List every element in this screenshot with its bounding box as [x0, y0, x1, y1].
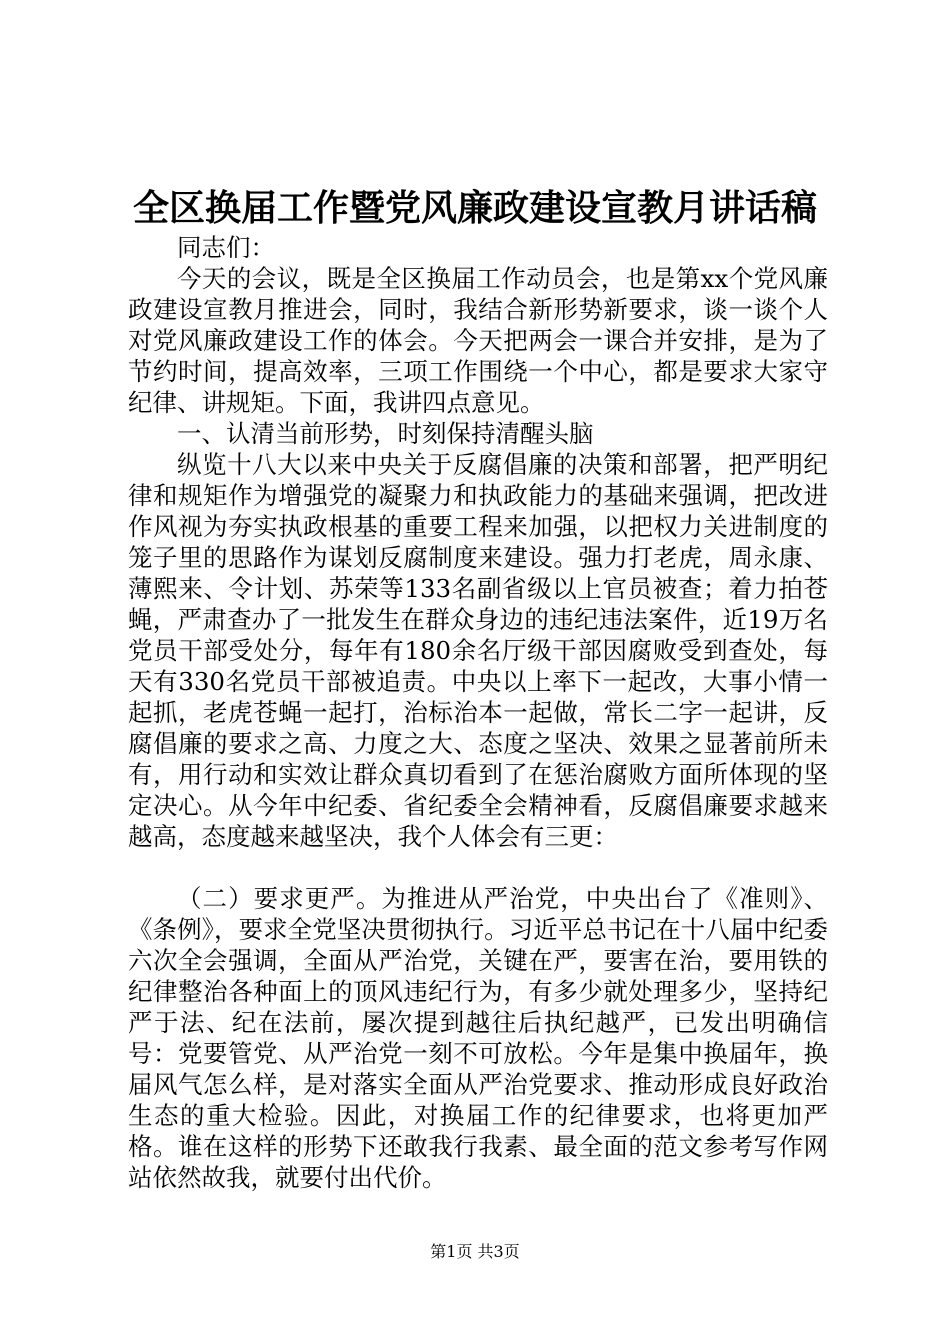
document-body [128, 232, 828, 1193]
greeting: 同志们： [177, 233, 275, 262]
paragraph-stricter: （二）要求更严。为推进从严治党，中央出台了《准则》、《条例》，要求全党坚决贯彻执行。习近平总书记在十八届中纪委六次全会强调，全面从严治党，关键在严，要害在治，要用铁的纪律整治各种面上的顶风违纪行为，有多少就处理多少，坚持纪严于法、纪在法前，屡次提到越往后执纪越严，已发出明确信号：党要管党、从严治党一刻不可放松。今年是集中换届年，换届风气怎么样，是对落实全面从严治党要求、推动形成良好政治生态的重大检验。因此，对换届工作的纪律要求，也将更加严格。谁在这样的形势下还敢我行我素、最全面的范文参考写作网站依然故我，就要付出代价。 [128, 884, 828, 1192]
section-heading-1: 一、认清当前形势，时刻保持清醒头脑 [177, 419, 594, 448]
page-number: 第1页 共3页 [430, 1242, 520, 1261]
paragraph-gap [128, 852, 828, 883]
document-title: 全区换届工作暨党风廉政建设宣教月讲话稿 [132, 187, 817, 229]
paragraph-situation: 纵览十八大以来中央关于反腐倡廉的决策和部署，把严明纪律和规矩作为增强党的凝聚力和执政能力的基础来强调，把改进作风视为夯实执政根基的重要工程来加强，以把权力关进制度的笼子里的思路作为谋划反腐制度来建设。强力打老虎，周永康、薄熙来、令计划、苏荣等133名副省级以上官员被查；着力拍苍蝇，严肃查办了一批发生在群众身边的违纪违法案件，近19万名党员干部受处分，每年有180余名厅级干部因腐败受到查处，每天有330名党员干部被追责。中央以上率下一起改，大事小情一起抓，老虎苍蝇一起打，治标治本一起做，常长二字一起讲，反腐倡廉的要求之高、力度之大、态度之坚决、效果之显著前所未有，用行动和实效让群众真切看到了在惩治腐败方面所体现的坚定决心。从今年中纪委、省纪委全会精神看，反腐倡廉要求越来越高，态度越来越坚决，我个人体会有三更： [128, 450, 828, 851]
paragraph-intro: 今天的会议，既是全区换届工作动员会，也是第xx个党风廉政建设宣教月推进会，同时，我结合新形势新要求，谈一谈个人对党风廉政建设工作的体会。今天把两会一课合并安排，是为了节约时间，提高效率，三项工作围绕一个中心，都是要求大家守纪律、讲规矩。下面，我讲四点意见。 [128, 264, 828, 417]
